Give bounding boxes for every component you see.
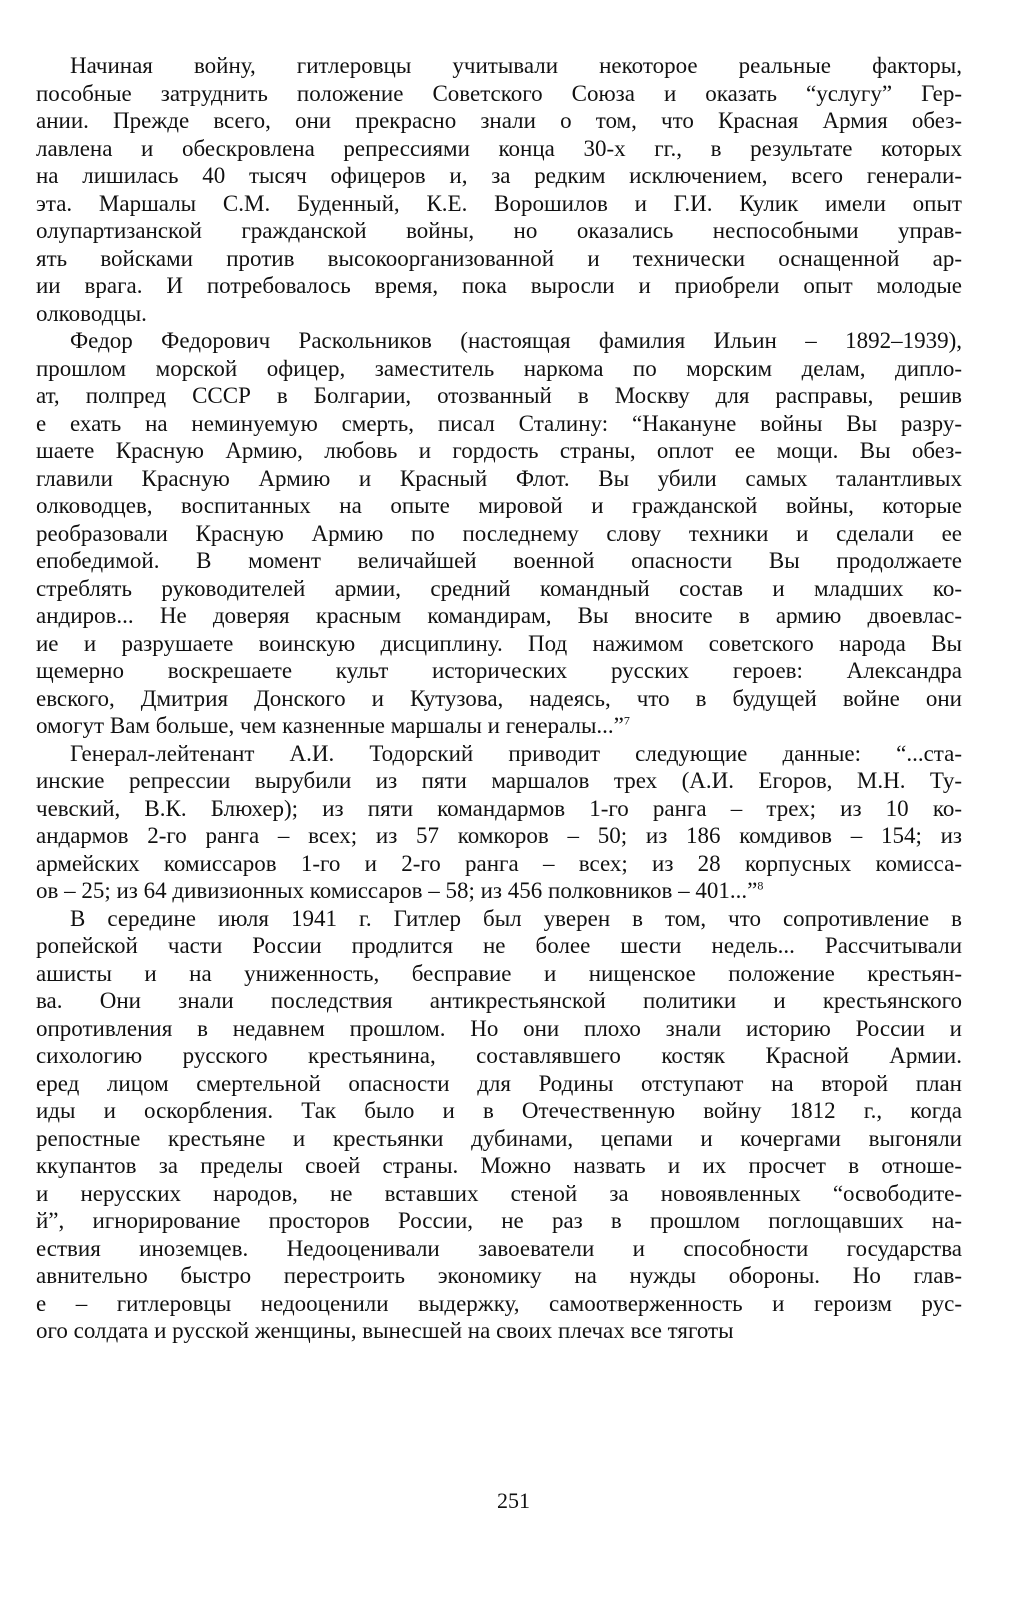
line-text: андиров... Не доверяя красным командирам, Вы вносите в армию двоевлас- <box>36 603 962 628</box>
line-text: эта. Маршалы С.М. Буденный, К.Е. Ворошилов и Г.И. Кулик имели опыт <box>36 190 962 216</box>
text-line <box>36 850 962 878</box>
line-text: ествия иноземцев. Недооценивали завоеватели и способности государства <box>36 1235 962 1261</box>
text-line <box>36 437 962 465</box>
text-line <box>36 355 962 383</box>
text-line <box>36 492 962 520</box>
line-text: ять войсками против высокоорганизованной и технически оснащенной ар- <box>36 245 962 271</box>
text-line <box>36 272 962 300</box>
text-line <box>36 382 962 410</box>
paragraph <box>36 905 962 1345</box>
line-text: шаете Красную Армию, любовь и гордость страны, оплот ее мощи. Вы обез- <box>36 438 962 463</box>
text-line <box>36 657 962 685</box>
text-line <box>36 602 962 630</box>
line-text: е – гитлеровцы недооценили выдержку, самоотверженность и героизм рус- <box>36 1290 962 1316</box>
line-text: ании. Прежде всего, они прекрасно знали о том, что Красная Армия обез- <box>36 108 962 133</box>
text-line <box>36 1235 962 1263</box>
line-text: главили Красную Армию и Красный Флот. Вы убили самых талантливых <box>36 465 962 491</box>
text-line <box>36 245 962 273</box>
text-line <box>36 740 962 768</box>
line-text: олководцев, воспитанных на опыте мировой и гражданской войны, которые <box>36 493 962 518</box>
line-text: на лишилась 40 тысяч офицеров и, за редким исключением, всего генерали- <box>36 163 962 188</box>
line-text: ие и разрушаете воинскую дисциплину. Под нажимом советского народа Вы <box>36 630 962 656</box>
line-text: инские репрессии вырубили из пяти маршалов трех (А.И. Егоров, М.Н. Ту- <box>36 768 962 793</box>
page-number: 251 <box>497 1488 530 1513</box>
paragraph <box>36 740 962 905</box>
text-line <box>36 795 962 823</box>
line-text: армейских комиссаров 1-го и 2-го ранга – всех; из 28 корпусных комисса- <box>36 850 962 876</box>
line-text: прошлом морской офицер, заместитель наркома по морским делам, дипло- <box>36 355 962 381</box>
text-line <box>36 465 962 493</box>
text-line <box>36 1097 962 1125</box>
line-text: авнительно быстро перестроить экономику на нужды обороны. Но глав- <box>36 1263 962 1288</box>
line-text: В середине июля 1941 г. Гитлер был уверен в том, что сопротивление в <box>70 905 962 931</box>
line-text: Генерал-лейтенант А.И. Тодорский приводит следующие данные: “...ста- <box>70 740 962 766</box>
text-line <box>36 630 962 658</box>
paragraph <box>36 327 962 740</box>
line-text: стреблять руководителей армии, средний командный состав и младших ко- <box>36 575 962 601</box>
text-line <box>36 1180 962 1208</box>
text-line <box>36 162 962 190</box>
line-text: реобразовали Красную Армию по последнему слову техники и сделали ее <box>36 520 962 546</box>
line-text: ашисты и на униженность, бесправие и нищенское положение крестьян- <box>36 960 962 986</box>
line-text: олководцы. <box>36 300 147 326</box>
text-line <box>36 410 962 438</box>
text-line <box>36 685 962 713</box>
text-line <box>36 1042 962 1070</box>
line-text: евского, Дмитрия Донского и Кутузова, надеясь, что в будущей войне они <box>36 685 962 711</box>
line-text: епобедимой. В момент величайшей военной опасности Вы продолжаете <box>36 548 962 573</box>
text-line <box>36 1015 962 1043</box>
line-text: чевский, В.К. Блюхер); из пяти командармов 1-го ранга – трех; из 10 ко- <box>36 795 962 821</box>
text-line <box>36 1290 962 1318</box>
line-text: андармов 2-го ранга – всех; из 57 комкоров – 50; из 186 комдивов – 154; из <box>36 823 962 848</box>
text-line <box>36 520 962 548</box>
text-line <box>36 877 962 905</box>
footnote-marker: 7 <box>623 713 630 728</box>
text-line <box>36 905 962 933</box>
line-text: репостные крестьяне и крестьянки дубинами, цепами и кочергами выгоняли <box>36 1125 962 1151</box>
text-line <box>36 1262 962 1290</box>
line-text: ккупантов за пределы своей страны. Можно назвать и их просчет в отноше- <box>36 1153 962 1178</box>
text-line <box>36 960 962 988</box>
line-text: щемерно воскрешаете культ исторических русских героев: Александра <box>36 658 962 683</box>
text-line <box>36 300 962 328</box>
text-line <box>36 932 962 960</box>
line-text: еред лицом смертельной опасности для Родины отступают на второй план <box>36 1070 962 1096</box>
line-text: опротивления в недавнем прошлом. Но они плохо знали историю России и <box>36 1015 962 1041</box>
line-text: иды и оскорбления. Так было и в Отечественную войну 1812 г., когда <box>36 1098 962 1123</box>
line-text: лавлена и обескровлена репрессиями конца 30-х гг., в результате которых <box>36 135 962 161</box>
paragraph <box>36 52 962 327</box>
text-line <box>36 575 962 603</box>
text-line <box>36 987 962 1015</box>
line-text: олупартизанской гражданской войны, но оказались неспособными управ- <box>36 218 962 243</box>
text-line <box>36 712 962 740</box>
text-line <box>36 80 962 108</box>
line-text: сихологию русского крестьянина, составлявшего костяк Красной Армии. <box>36 1043 962 1068</box>
line-text: ов – 25; из 64 дивизионных комиссаров – 58; из 456 полковников – 401...” <box>36 878 758 903</box>
text-line <box>36 217 962 245</box>
text-line <box>36 107 962 135</box>
footnote-marker: 8 <box>757 878 764 893</box>
text-line <box>36 52 962 80</box>
line-text: Федор Федорович Раскольников (настоящая фамилия Ильин – 1892–1939), <box>70 328 962 353</box>
line-text: омогут Вам больше, чем казненные маршалы и генералы...” <box>36 713 624 738</box>
line-text: й”, игнорирование просторов России, не раз в прошлом поглощавших на- <box>36 1208 962 1233</box>
line-text: ропейской части России продлится не более шести недель... Рассчитывали <box>36 933 962 958</box>
line-text: ого солдата и русской женщины, вынесшей на своих плечах все тяготы <box>36 1318 734 1343</box>
text-line <box>36 190 962 218</box>
line-text: ва. Они знали последствия антикрестьянской политики и крестьянского <box>36 988 962 1013</box>
line-text: ии врага. И потребовалось время, пока выросли и приобрели опыт молодые <box>36 273 962 298</box>
text-line <box>36 1070 962 1098</box>
text-line <box>36 1207 962 1235</box>
text-line <box>36 1152 962 1180</box>
line-text: ат, полпред СССР в Болгарии, отозванный в Москву для расправы, решив <box>36 383 962 408</box>
text-line <box>36 1125 962 1153</box>
text-line <box>36 822 962 850</box>
line-text: пособные затруднить положение Советского Союза и оказать “услугу” Гер- <box>36 80 962 106</box>
line-text: е ехать на неминуемую смерть, писал Сталину: “Накануне войны Вы разру- <box>36 410 962 436</box>
body-text <box>36 52 962 1345</box>
line-text: Начиная войну, гитлеровцы учитывали некоторое реальные факторы, <box>70 53 962 78</box>
text-line <box>36 1317 962 1345</box>
text-line <box>36 547 962 575</box>
text-line <box>36 767 962 795</box>
text-line <box>36 135 962 163</box>
text-line <box>36 327 962 355</box>
line-text: и нерусских народов, не вставших стеной за новоявленных “освободите- <box>36 1180 962 1206</box>
